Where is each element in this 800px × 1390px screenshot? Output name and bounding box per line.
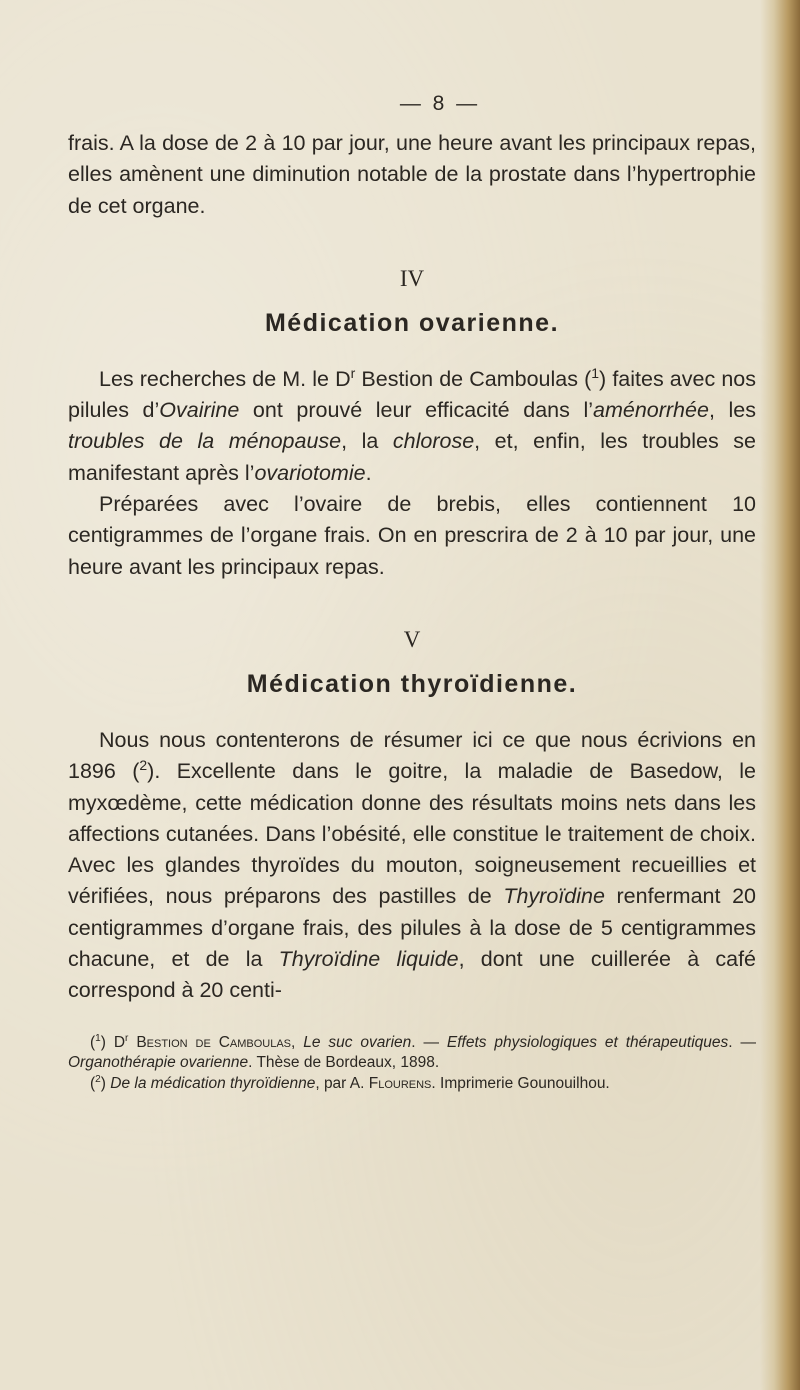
footnote-ref-2: 2 bbox=[139, 757, 148, 774]
footnote-1-author: Bestion de Camboulas bbox=[128, 1033, 292, 1051]
section-iv-title: Médication ovarienne. bbox=[264, 308, 560, 337]
section-iv-paragraph-2: Préparées avec l’ovaire de brebis, elles contiennent 10 centigrammes de l’organe frais. On en prescrira de 2 à 10 par jour, une heure avant les principaux repas. bbox=[68, 492, 756, 579]
footnote-ref-1: 1 bbox=[591, 364, 600, 381]
section-v-paragraph-1: Nous nous contenterons de résumer ici ce que nous écrivions en 1896 ($^2$). Excellente dans le goitre, la maladie de Basedow, le myxœdème, cette médication donne des résultats moins nets dans les affections cutanées. Dans l’obésité, elle constitue le traitement de choix. Avec les glandes thyroïdes du mouton, soigneusement recueillies et vérifiées, nous préparons des pastilles de Thyroïdine renfermant 20 centigrammes d’organe frais, des pilules à la dose de 5 centigrammes chacune, et de la Thyroïdine liquide, dont une cuillerée à café correspond à 20 centi- bbox=[68, 727, 757, 1003]
section-v-title: Médication thyroïdienne. bbox=[246, 669, 578, 698]
intro-paragraph: frais. A la dose de 2 à 10 par jour, une heure avant les principaux repas, elles amènent une diminution notable de la prostate dans l’hypertrophie de cet organe. bbox=[68, 131, 756, 218]
section-iv-paragraph-1: Les recherches de M. le $D^r$ Bestion de Camboulas ($^1$) faites avec nos pilules d’Ovairine ont prouvé leur efficacité dans l’aménorrhée, les troubles de la ménopause, la chlorose, et, enfin, les troubles se manifestant après l’ovariotomie. bbox=[68, 364, 757, 485]
section-iv-number: IV bbox=[399, 265, 425, 291]
footnote-2-author: Flourens bbox=[368, 1074, 432, 1092]
footnote-2: ($^2$) De la médication thyroïdienne, par A. Flourens. Imprimerie Gounouilhou. bbox=[90, 1073, 610, 1092]
page-edge bbox=[760, 0, 800, 1390]
footnote-1: ($^1$) $D^r$ Bestion de Camboulas, Le suc ovarien. — Effets physiologiques et thérapeutiques. — Organothérapie ovarienne. Thèse de Bordeaux, 1898. bbox=[68, 1032, 756, 1072]
page-content bbox=[68, 128, 756, 1094]
footnotes bbox=[68, 1033, 756, 1095]
superscript: r bbox=[350, 364, 356, 381]
page-number: — 8 — bbox=[399, 92, 481, 115]
section-v-number: V bbox=[403, 626, 421, 652]
